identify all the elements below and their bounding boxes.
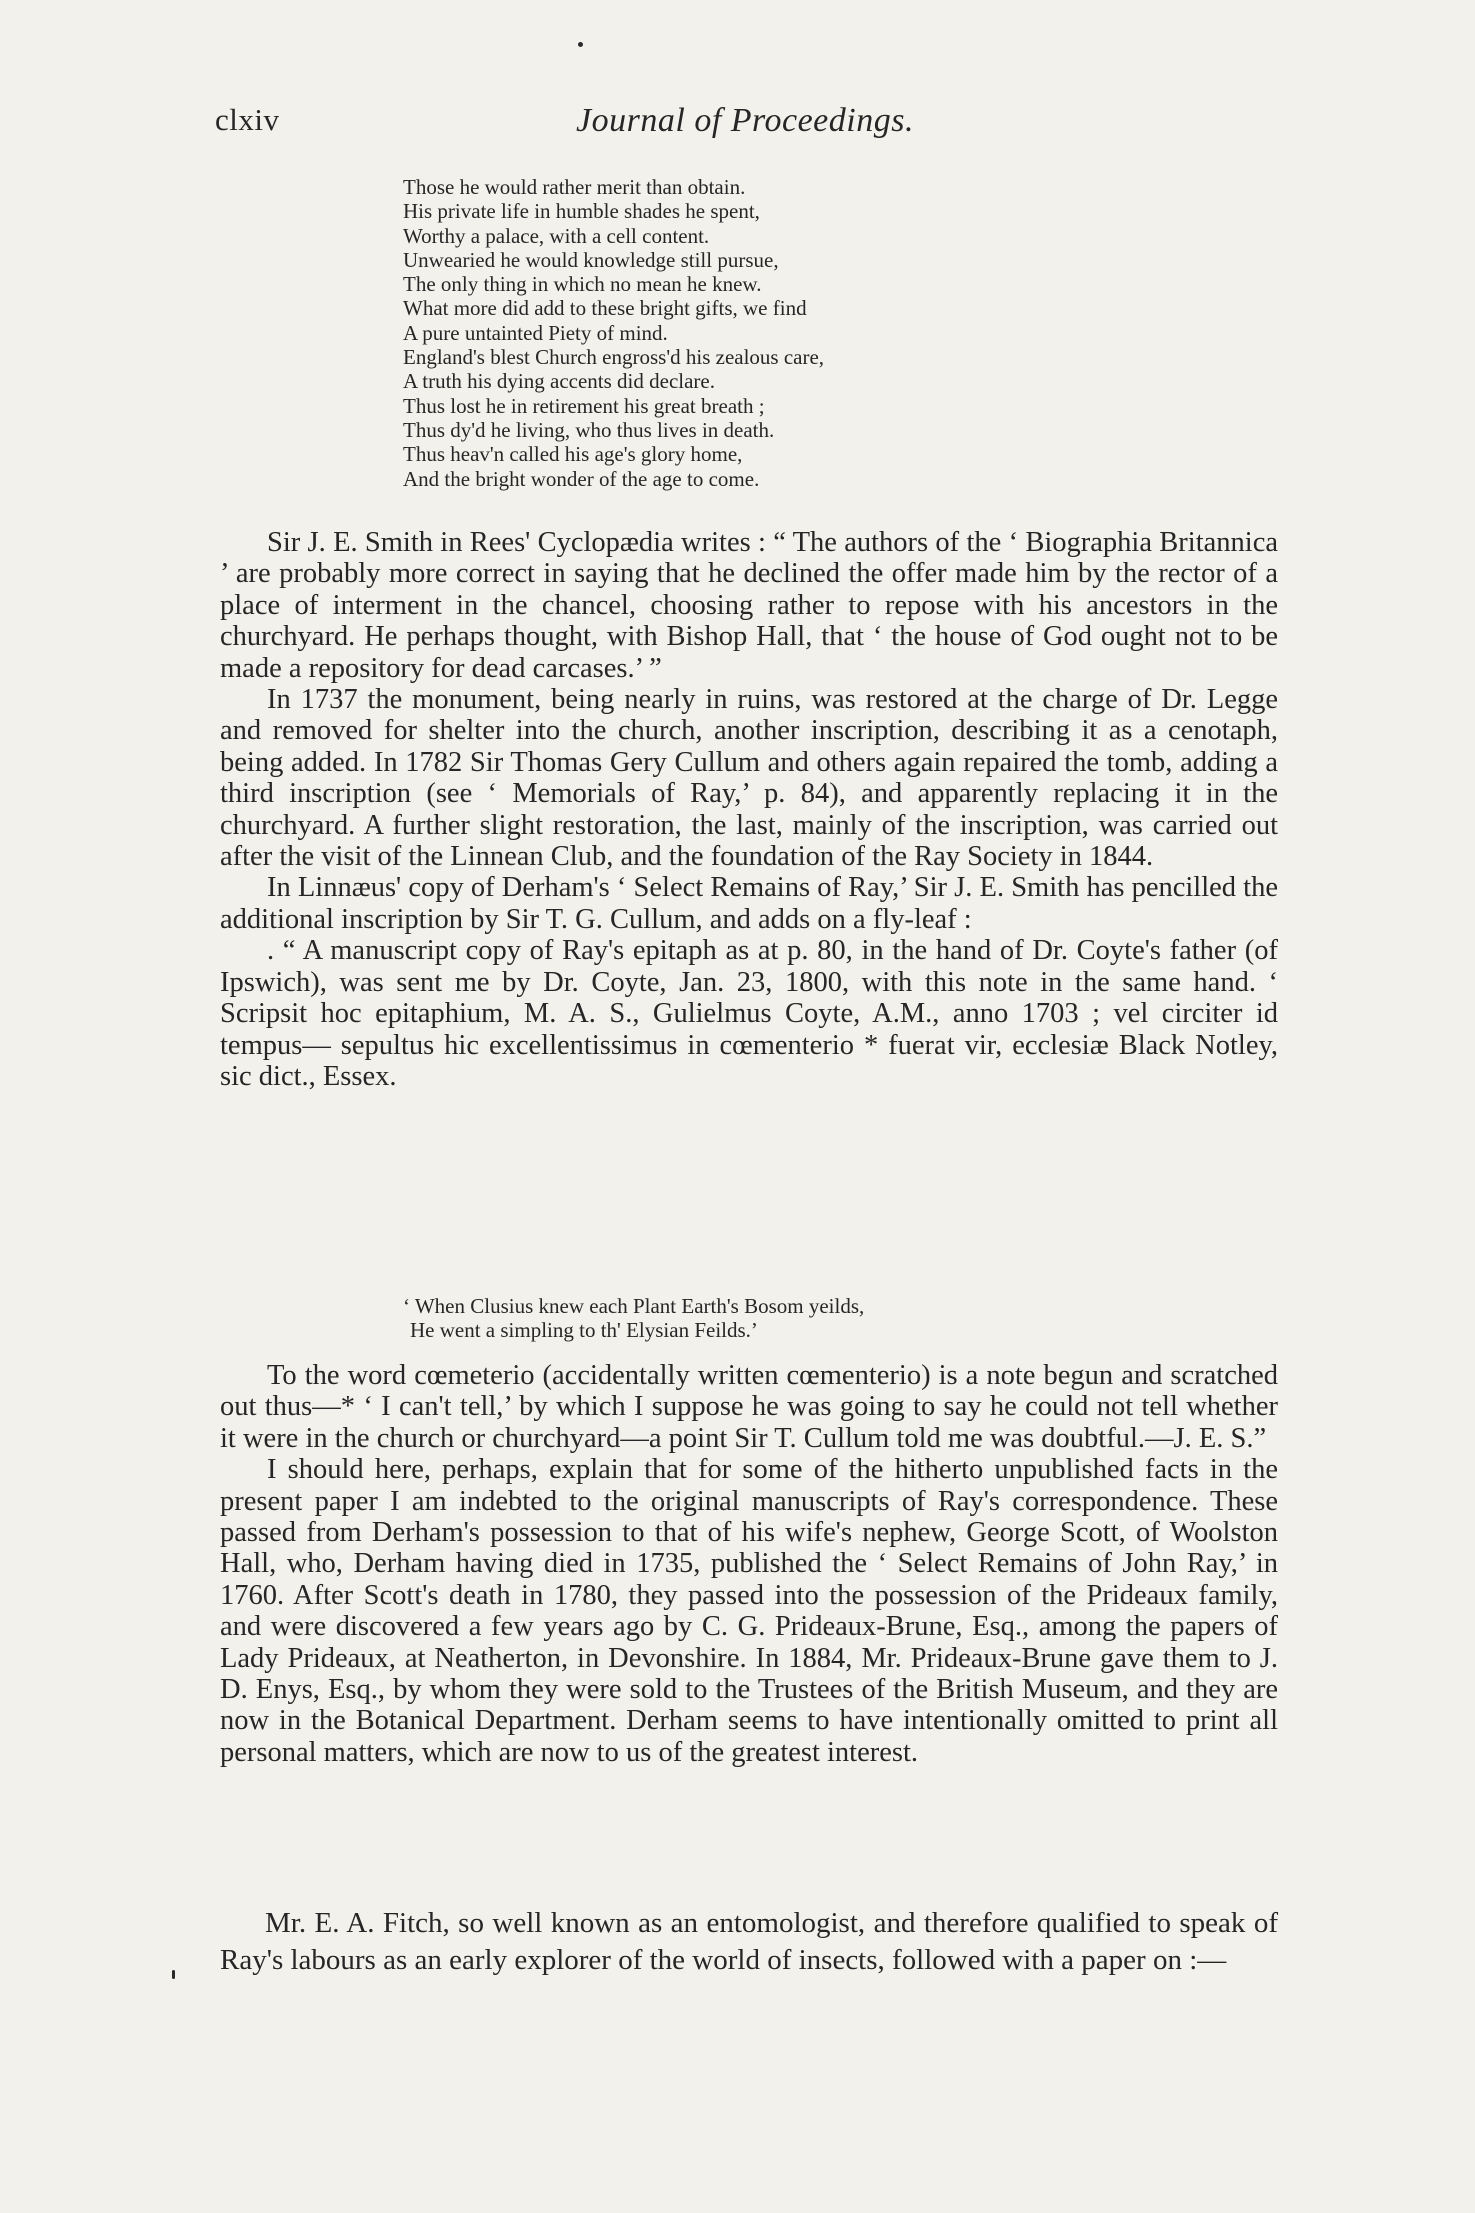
verse-line: Worthy a palace, with a cell content. [403,223,710,248]
verse-line: A pure untainted Piety of mind. [403,320,668,345]
epigram-line: ‘ When Clusius knew each Plant Earth's Bosom yeilds, [403,1294,865,1318]
verse-line: Thus heav'n called his age's glory home, [403,442,743,467]
verse-line: England's blest Church engross'd his zealous care, [403,345,825,370]
margin-speck [172,1970,175,1979]
closing-text [220,1905,1278,1979]
verse-line: Thus dy'd he living, who thus lives in death. [403,417,775,442]
running-title: Journal of Proceedings. [576,102,914,139]
epigram-line: He went a simpling to th' Elysian Feilds.’ [410,1318,758,1342]
verse-line: His private life in humble shades he spent, [403,199,760,224]
paragraph-manuscripts: I should here, perhaps, explain that for some of the hitherto unpublished facts in the present paper I am indebted to the original manuscripts of Ray's correspondence. These passed from Derham's possession to that of his wife's nephew, George Scott, of Woolston Hall, who, Derham having died in 1735, published the ‘ Select Remains of John Ray,’ in 1760. After Scott's death in 1780, they passed into the possession of the Prideaux family, and were discovered a few years ago by C. G. Prideaux-Brune, Esq., among the papers of Lady Prideaux, at Neatherton, in Devonshire. In 1884, Mr. Prideaux-Brune gave them to J. D. Enys, Esq., by whom they were sold to the Trustees of the British Museum, and they are now in the Botanical Department. Derham seems to have intentionally omitted to print all personal matters, which are now to us of the greatest interest. [220,1454,1278,1768]
verse-line: Thus lost he in retirement his great breath ; [403,393,765,418]
paragraph-linnaeus: In Linnæus' copy of Derham's ‘ Select Remains of Ray,’ Sir J. E. Smith has pencilled the additional inscription by Sir T. G. Cullum, and adds on a fly-leaf : [220,872,1278,935]
paragraph-manuscript: . “ A manuscript copy of Ray's epitaph as at p. 80, in the hand of Dr. Coyte's father (of Ipswich), was sent me by Dr. Coyte, Jan. 23, 1800, with this note in the same hand. ‘ Scripsit hoc epitaphium, M. A. S., Gulielmus Coyte, A.M., anno 1703 ; vel circiter id tempus— sepultus hic excellentissimus in cœmenterio * fuerat vir, ecclesiæ Black Notley, sic dict., Essex. [220,935,1278,1092]
verse-line: What more did add to these bright gifts, we find [403,296,807,321]
body-text-upper [220,527,1278,1092]
body-text-lower [220,1360,1278,1768]
verse-line: And the bright wonder of the age to come. [403,466,760,491]
ink-speck [578,42,583,47]
verse-line: The only thing in which no mean he knew. [403,272,762,297]
epigram-clusius [403,1294,864,1342]
paragraph-monument: In 1737 the monument, being nearly in ruins, was restored at the charge of Dr. Legge and removed for shelter into the church, another inscription, describing it as a cenotaph, being added. In 1782 Sir Thomas Gery Cullum and others again repaired the tomb, adding a third inscription (see ‘ Memorials of Ray,’ p. 84), and apparently replacing it in the churchyard. A further slight restoration, the last, mainly of the inscription, was carried out after the visit of the Linnean Club, and the foundation of the Ray Society in 1844. [220,684,1278,873]
verse-line: Those he would rather merit than obtain. [403,175,746,199]
epitaph-verse [403,175,1123,491]
paragraph-fitch: Mr. E. A. Fitch, so well known as an entomologist, and therefore qualified to speak of Ray's labours as an early explorer of the world of insects, followed with a paper on :— [220,1907,1278,1976]
page-number: clxiv [215,102,280,137]
paragraph-coemeterio: To the word cœmeterio (accidentally written cœmenterio) is a note begun and scratched out thus—* ‘ I can't tell,’ by which I suppose he was going to say he could not tell whether it were in the church or churchyard—a point Sir T. Cullum told me was doubtful.—J. E. S.” [220,1360,1278,1454]
running-header [215,102,1275,152]
verse-line: Unwearied he would knowledge still pursue, [403,247,779,272]
verse-line: A truth his dying accents did declare. [403,369,715,394]
paragraph-smith: Sir J. E. Smith in Rees' Cyclopædia writes : “ The authors of the ‘ Biographia Britannica ’ are probably more correct in saying that he declined the offer made him by the rector of a place of interment in the chancel, choosing rather to repose with his ancestors in the churchyard. He perhaps thought, with Bishop Hall, that ‘ the house of God ought not to be made a repository for dead carcases.’ ” [220,527,1278,684]
